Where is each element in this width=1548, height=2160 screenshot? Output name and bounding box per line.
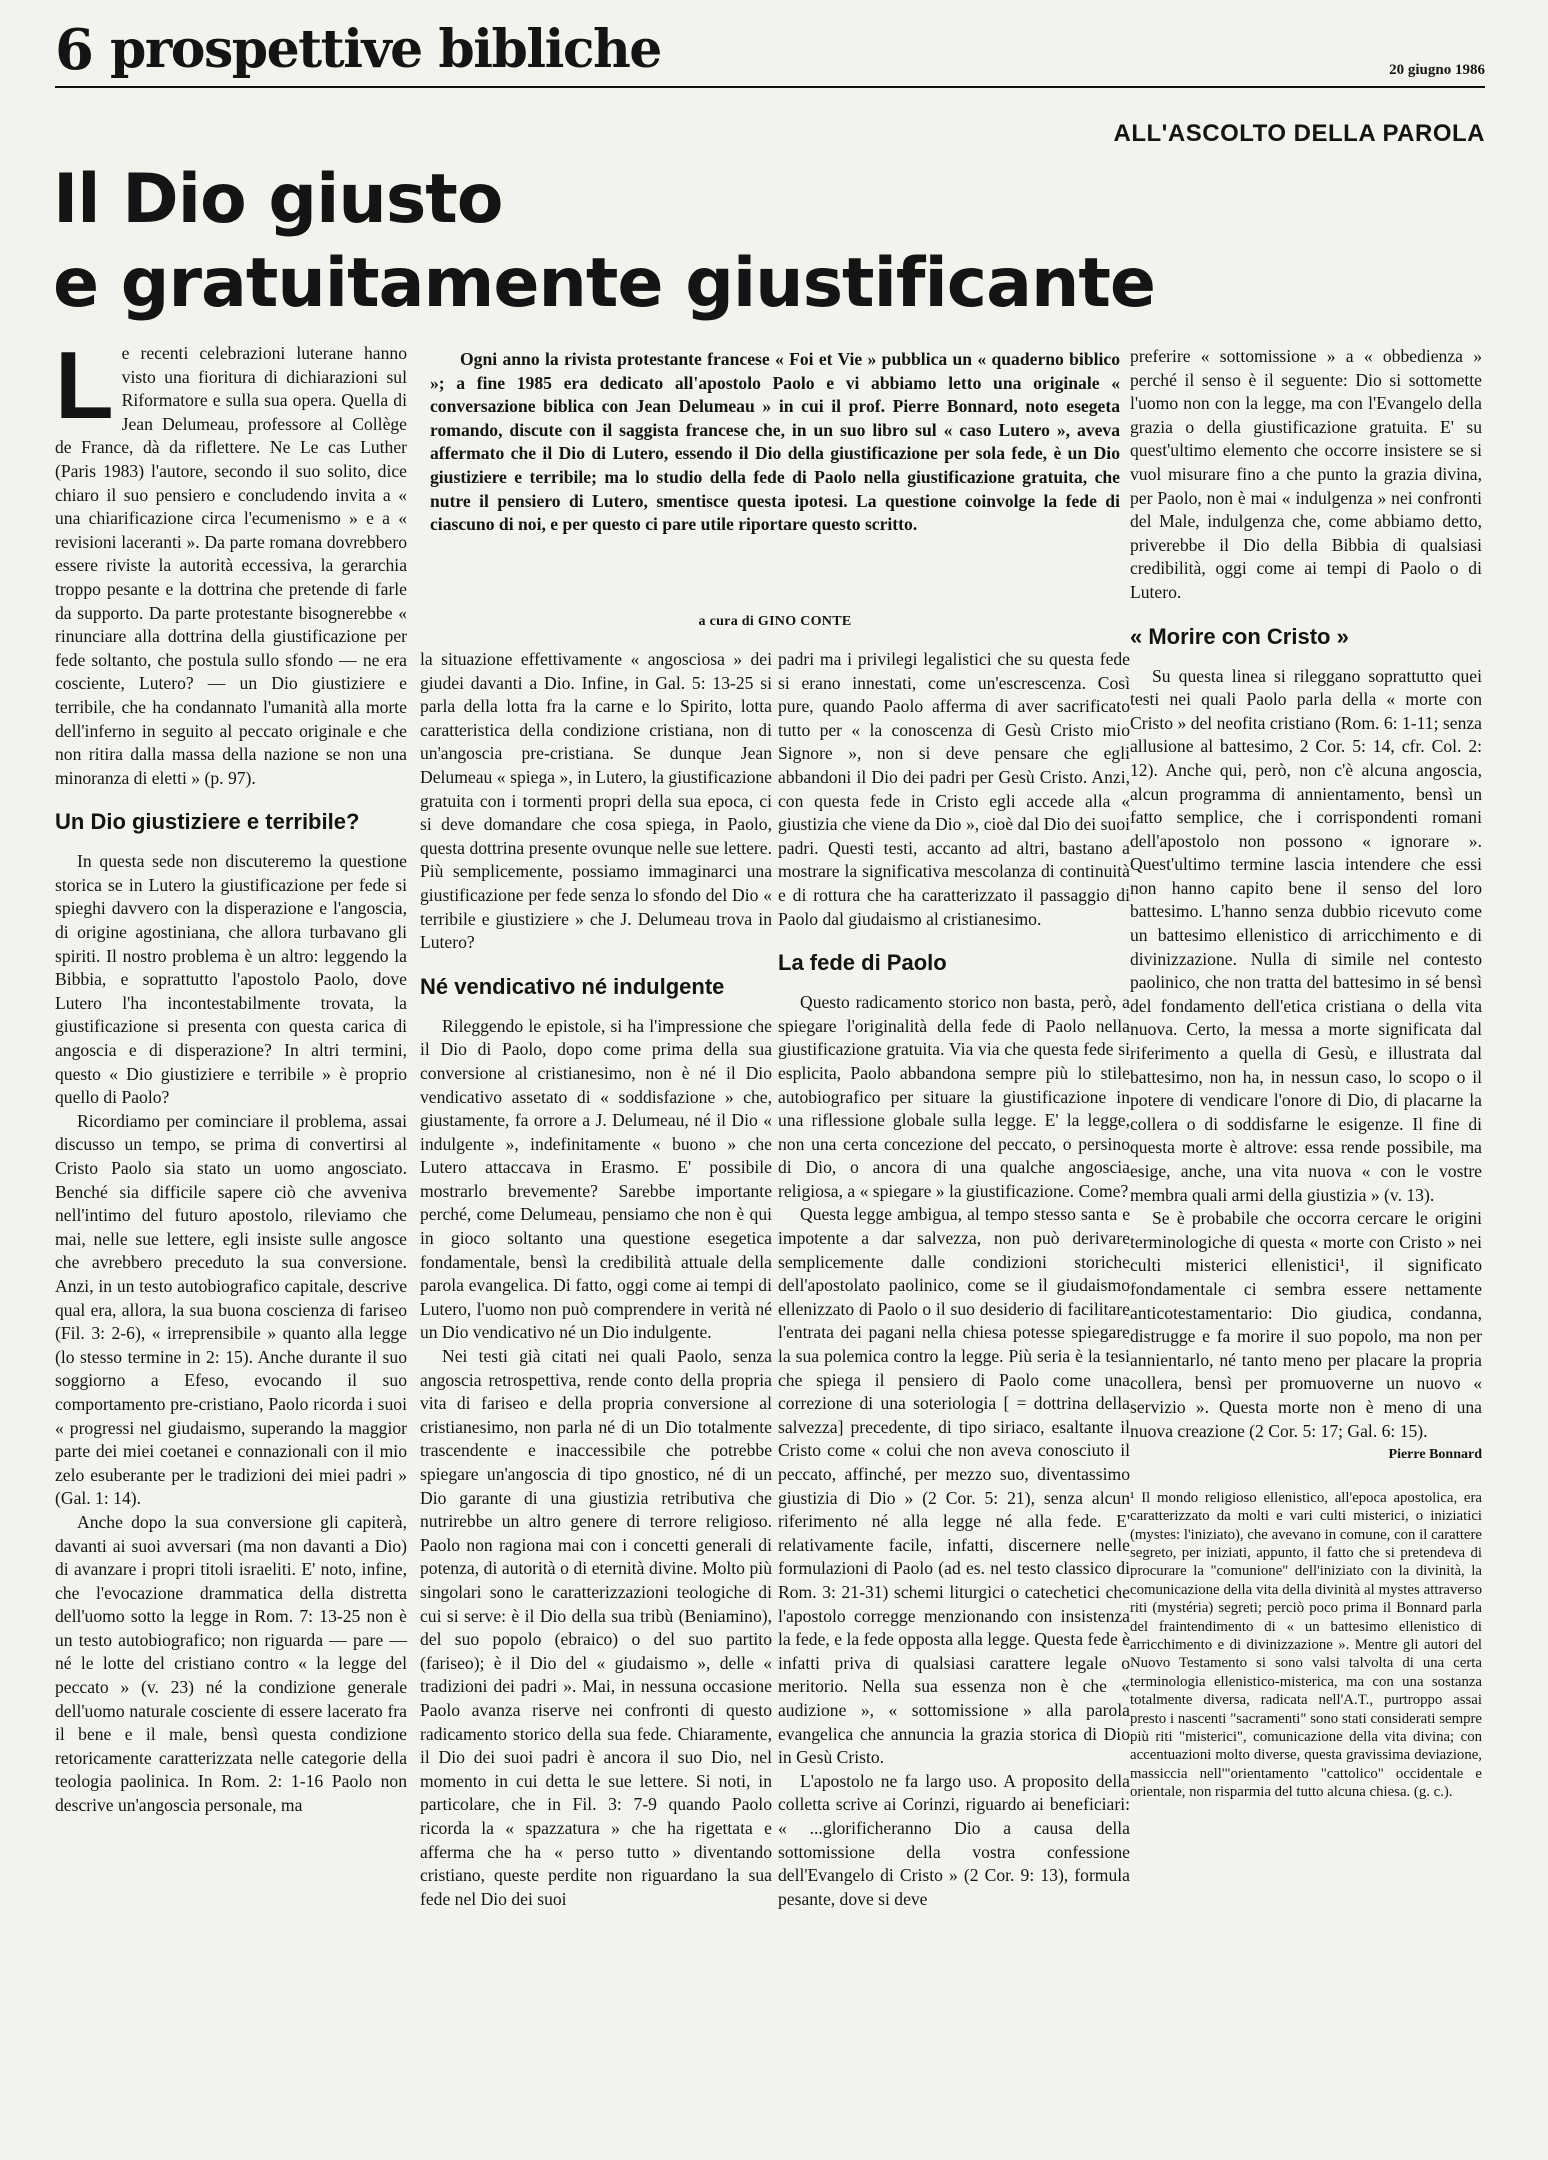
masthead-rule bbox=[55, 86, 1485, 88]
publication-date: 20 giugno 1986 bbox=[1389, 62, 1485, 78]
paragraph: Ricordiamo per cominciare il problema, assai discusso un tempo, se prima di convertirsi al Cristo Paolo sia stato un uomo angosciato. Benché sia difficile sapere ciò che avveniva nell'intimo del futuro apostolo, rileviamo che mai, nelle sue lettere, egli insiste sulle angosce che avrebbero preceduto la sua conversione. Anzi, in un testo autobiografico capitale, descrive qual era, allora, la sua buona coscienza di fariseo (Fil. 3: 2-6), « irreprensibile » quanto alla legge (lo stesso termine in 2: 15). Anche durante il suo soggiorno a Efeso, evocando il suo comportamento pre-cristiano, Paolo ricorda i suoi « progressi nel giudaismo, superando la maggior parte dei miei coetanei e connazionali con il mio zelo esuberante per le tradizioni dei miei padri » (Gal. 1: 14). bbox=[55, 1110, 407, 1509]
intro-standfirst bbox=[430, 348, 1120, 537]
kicker: ALL'ASCOLTO DELLA PAROLA bbox=[1113, 120, 1485, 147]
column-1 bbox=[55, 332, 407, 1818]
headline bbox=[53, 158, 1253, 326]
drop-cap: L bbox=[55, 332, 114, 439]
headline-line-2: e gratuitamente giustificante bbox=[53, 244, 1155, 323]
intro-text: Ogni anno la rivista protestante francese « Foi et Vie » pubblica un « quaderno biblico »; a fine 1985 era dedicato all'apostolo Paolo e vi abbiamo letto una originale « conversazione biblica con Jean Delumeau » in cui il prof. Pierre Bonnard, noto esegeta romando, discute con il saggista francese che, in un suo libro sul « caso Lutero », aveva affermato che il Dio di Lutero, essendo il Dio della giustificazione per sola fede, è un Dio giustiziere e terribile; ma lo studio della fede di Paolo nella giustificazione gratuita, che nutre il pensiero di Lutero, smentisce questa ipotesi. La questione coinvolge la fede di ciascuno di noi, e per questo ci pare utile riportare questo scritto. bbox=[430, 349, 1120, 535]
subheading: Un Dio giustiziere e terribile? bbox=[55, 809, 360, 835]
paragraph: Questa legge ambigua, al tempo stesso santa e impotente a dar salvezza, non può derivare semplicemente dalle condizioni storiche dell'apostolato paolinico, come se il giudaismo ellenizzato di Paolo o il suo desiderio di facilitare l'entrata dei pagani nella chiesa potesse spiegare la sua polemica contro la legge. Più seria è la tesi che spiega il pensiero di Paolo come una correzione di una soteriologia [ = dottrina della salvezza] precedente, di tipo siriaco, esaltante il Cristo come « colui che non aveva conosciuto il peccato, affinché, per mezzo suo, diventassimo giustizia di Dio » (2 Cor. 5: 21), senza alcun riferimento né alla legge né alla fede. E' relativamente facile, infatti, discernere nelle formulazioni di Paolo (ad es. nel testo classico di Rom. 3: 21-31) schemi liturgici o catechetici che l'apostolo corregge menzionando con insistenza la fede, e la fede opposta alla legge. Questa fede è infatti priva di qualsiasi carattere legale o meritorio. Nella sua essenza non è che « audizione », « sottomissione » alla parola evangelica che annuncia la grazia storica di Dio in Gesù Cristo. bbox=[778, 1204, 1130, 1768]
masthead bbox=[55, 17, 1485, 83]
footnote-text: ¹ Il mondo religioso ellenistico, all'epoca apostolica, era caratterizzato da molti e vari culti misterici, o iniziatici (mystes: l'iniziato), che avevano in comune, con il carattere segreto, per iniziati, appunto, il fatto che si pretendeva di procurare la "comunione" dell'iniziato con la divinità, la comunicazione della vita della divinità al mystes attraverso riti (mystéria) segreti; perciò poco prima il Bonnard parla del fraintendimento di « un battesimo ellenistico di arricchimento e di divinizzazione ». Mentre gli autori del Nuovo Testamento si sono valsi talvolta di una certa terminologia ellenistico-misterica, ma con una sostanza totalmente diversa, radicata nell'A.T., purtroppo assai presto i nascenti "sacramenti" sono stati considerati sempre più riti "misterici", comunicazione della vita divina; con accentuazioni molto diverse, questa gravissima deviazione, massiccia nell'"orientamento "cattolico" occidentale e orientale, non risparmia del tutto alcuna chiesa. (g. c.). bbox=[1130, 1489, 1482, 1801]
curator-byline: a cura di GINO CONTE bbox=[698, 614, 852, 629]
headline-line-1: Il Dio giusto bbox=[53, 160, 503, 239]
paragraph: Anche dopo la sua conversione gli capiterà, davanti ai suoi avversari (ma non davanti a Dio) di avanzare i propri titoli israeliti. E' noto, infine, che l'evocazione drammatica della distretta dell'uomo sotto la legge in Rom. 7: 13-25 non è un testo autobiografico; non riguarda — pare — né le lotte del cristiano contro « la legge del peccato » (v. 23) né la condizione generale dell'uomo naturale cosciente di essere lacerato fra il bene e il male, bensì questa condizione retoricamente caratterizzata nelle categorie della teologia paolinica. In Rom. 2: 1-16 Paolo non descrive un'angoscia personale, ma bbox=[55, 1511, 407, 1816]
paragraph: preferire « sottomissione » a « obbedienza » perché il senso è il seguente: Dio si sottomette l'uomo non con la legge, ma con l'Evangelo della grazia o della giustificazione gratuita. E' su quest'ultimo elemento che occorre insistere se si vuol misurare fino a che punto la grazia divina, per Paolo, non è mai « indulgenza » nei confronti del Male, indulgenza che, come abbiamo detto, priverebbe il Dio della Bibbia di qualsiasi credibilità, oggi come ai tempi di Paolo o di Lutero. bbox=[1130, 346, 1482, 602]
column-3 bbox=[778, 648, 1130, 1911]
paragraph: la situazione effettivamente « angosciosa » dei giudei davanti a Dio. Infine, in Gal. 5: 13-25 si parla della lotta fra la carne e lo Spirito, lotta caratteristica della condizione cristiana, non di un'angoscia pre-cristiana. Se dunque Jean Delumeau « spiega », in Lutero, la giustificazione gratuita con i tormenti propri della sua epoca, ci si deve domandare che cosa spiega, in Paolo, questa dottrina presente ovunque nelle sue lettere. Più semplicemente, possiamo immaginarci una giustificazione per fede senza lo sfondo del Dio « terribile e giustiziere » che J. Delumeau trova in Lutero? bbox=[420, 649, 772, 953]
paragraph: Nei testi già citati nei quali Paolo, senza angoscia retrospettiva, rende conto della propria vita di fariseo e della propria conversione al cristianesimo, non parla né di un Dio totalmente trascendente e inaccessibile che potrebbe spiegare un'angoscia di tipo gnostico, né di un Dio garante di una giustizia retributiva che nutrirebbe un altro genere di terrore religioso. Paolo non ragiona mai con i concetti generali di potenza, di autorità o di eternità divine. Molto più singolari sono le caratterizzazioni teologiche di cui si serve: è il Dio della sua tribù (Beniamino), del suo popolo (ebraico) o del suo partito (fariseo); è il Dio del « giudaismo », delle « tradizioni dei padri ». Mai, in nessuna occasione Paolo avanza riserve nei confronti di questo radicamento storico della sua fede. Chiaramente, il Dio dei suoi padri è ancora il suo Dio, nel momento in cui detta le sue lettere. Si noti, in particolare, che in Fil. 3: 7-9 quando Paolo ricorda la « spazzatura » che ha rigettata e afferma che ha « perso tutto » diventando cristiano, queste perdite non riguardano la sua fede nel Dio dei suoi bbox=[420, 1346, 772, 1909]
paragraph: In questa sede non discuteremo la questione storica se in Lutero la giustificazione per fede si spieghi davvero con la disperazione e l'angoscia, di origine agostiniana, che allora turbavano gli spiriti. Il nostro problema è un altro: leggendo la Bibbia, e soprattutto l'apostolo Paolo, dove Lutero l'ha incontestabilmente trovata, la giustificazione si presenta con questa carica di angoscia e di disperazione? In altri termini, questo « Dio giustiziere e terribile » è proprio quello di Paolo? bbox=[55, 851, 407, 1108]
column-4 bbox=[1130, 345, 1482, 1802]
section-title: prospettive bibliche bbox=[110, 19, 661, 80]
subheading: Né vendicativo né indulgente bbox=[420, 973, 725, 999]
page-number: 6 bbox=[55, 17, 94, 83]
paragraph: Questo radicamento storico non basta, però, a spiegare l'originalità della fede di Paolo nella giustificazione gratuita. Via via che questa fede si esplicita, Paolo abbandona sempre più lo stile autobiografico per situare la giustificazione in una riflessione globale sulla legge. E' la legge, non una certa concezione del peccato, o persino di Dio, o ancora di una qualche angoscia religiosa, a « spiegare » la giustificazione. Come? bbox=[778, 992, 1130, 1201]
paragraph: Se è probabile che occorra cercare le origini terminologiche di questa « morte con Cristo » nei culti misterici ellenistici¹, il significato fondamentale ci sembra essere nettamente anticotestamentario: Dio giudica, condanna, distrugge e fa morire il suo popolo, ma non per annientarlo, né tanto meno per placare la propria collera, bensì per promuoverne un nuovo « servizio ». Questa morte non è meno di una nuova creazione (2 Cor. 5: 17; Gal. 6: 15). bbox=[1130, 1208, 1482, 1441]
paragraph: Su questa linea si rileggano soprattutto quei testi nei quali Paolo parla della « morte con Cristo » del neofita cristiano (Rom. 6: 1-11; senza allusione al battesimo, 2 Cor. 5: 14, cfr. Col. 2: 12). Anche qui, però, non c'è alcuna angoscia, alcun programma di annientamento, bensì un fatto semplice, che i corrispondenti romani dell'apostolo non possono « ignorare ». Quest'ultimo termine lascia intendere che essi non hanno capito bene il senso del loro battesimo. L'hanno senza dubbio ricevuto come un battesimo ellenistico di arricchimento e di divinizzazione. Nulla di simile nel contesto paolinico, che non tratta del battesimo in sé bensì del fondamento dell'etica cristiana o della vita nuova. Certo, la messa a morte significata dal riferimento a quella di Gesù, e illustrata dal battesimo, non ha, in nessun caso, lo scopo o il potere di vendicare l'onore di Dio, di placarne la collera o di soddisfarne le esigenze. Il fine di questa morte è altrove: essa rende possibile, ma esige, anche, una vita nuova « con le vostre membra quali armi della giustizia » (v. 13). bbox=[1130, 665, 1482, 1205]
footnote bbox=[1130, 1489, 1482, 1802]
subheading: La fede di Paolo bbox=[778, 950, 947, 976]
paragraph: L'apostolo ne fa largo uso. A proposito della colletta scrive ai Corinzi, riguardo ai beneficiari: « ...glorificheranno Dio a causa della sottomissione della vostra confessione dell'Evangelo di Cristo » (2 Cor. 9: 13), formula pesante, dove si deve bbox=[778, 1770, 1130, 1909]
column-2 bbox=[420, 648, 772, 1911]
subheading: « Morire con Cristo » bbox=[1130, 623, 1349, 649]
paragraph: padri ma i privilegi legalistici che su questa fede si erano innestati, come un'escrescenza. Così pure, quando Paolo afferma di aver sacrificato tutto per « la conoscenza di Gesù Cristo mio Signore », non si deve pensare che egli abbandoni il Dio dei padri per Gesù Cristo. Anzi, con questa fede in Cristo egli accede alla « giustizia che viene da Dio », cioè dal Dio dei suoi padri. Questi testi, accanto ad altri, bastano a mostrare la significativa mescolanza di continuità e di rottura che ha caratterizzato il passaggio di Paolo dal giudaismo al cristianesimo. bbox=[778, 649, 1130, 929]
author-signature: Pierre Bonnard bbox=[1388, 1447, 1482, 1463]
paragraph: Rileggendo le epistole, si ha l'impressione che il Dio di Paolo, dopo come prima della sua conversione al cristianesimo, non è né il Dio vendicativo assetato di « soddisfazione » che, giustamente, fa orrore a J. Delumeau, né il Dio « indulgente », indefinitamente « buono » che Lutero attaccava in Erasmo. E' possibile mostrarlo brevemente? Sarebbe importante perché, come Delumeau, pensiamo che non è qui in gioco soltanto una questione esegetica fondamentale, bensì la credibilità attuale della parola evangelica. Di fatto, oggi come ai tempi di Lutero, l'uomo non può comprendere in verità né un Dio vendicativo né un Dio indulgente. bbox=[420, 1015, 772, 1343]
paragraph: Le recenti celebrazioni luterane hanno visto una fioritura di dichiarazioni sul Riformatore e sulla sua opera. Quella di Jean Delumeau, professore al Collège de France, dà da riflettere. Ne Le cas Luther (Paris 1983) l'autore, secondo il suo solito, dice chiaro il suo pensiero e concludendo invita a « una chiarificazione circa l'ecumenismo » e a « revisioni laceranti ». Da parte romana dovrebbero essere riviste la autorità eccessiva, la gerarchia troppo pesante e la dottrina che pretende di farle da supporto. Da parte protestante bisognerebbe « rinunciare alla dottrina della giustificazione per fede soltanto, che postula sullo sfondo — ne era cosciente, Lutero? — un Dio giustiziere e terribile, che ha condannato l'umanità alla morte dell'inferno in seguito al peccato originale e che non ritira dalla massa della nazione se non una minoranza di eletti » (p. 97). bbox=[55, 332, 407, 788]
